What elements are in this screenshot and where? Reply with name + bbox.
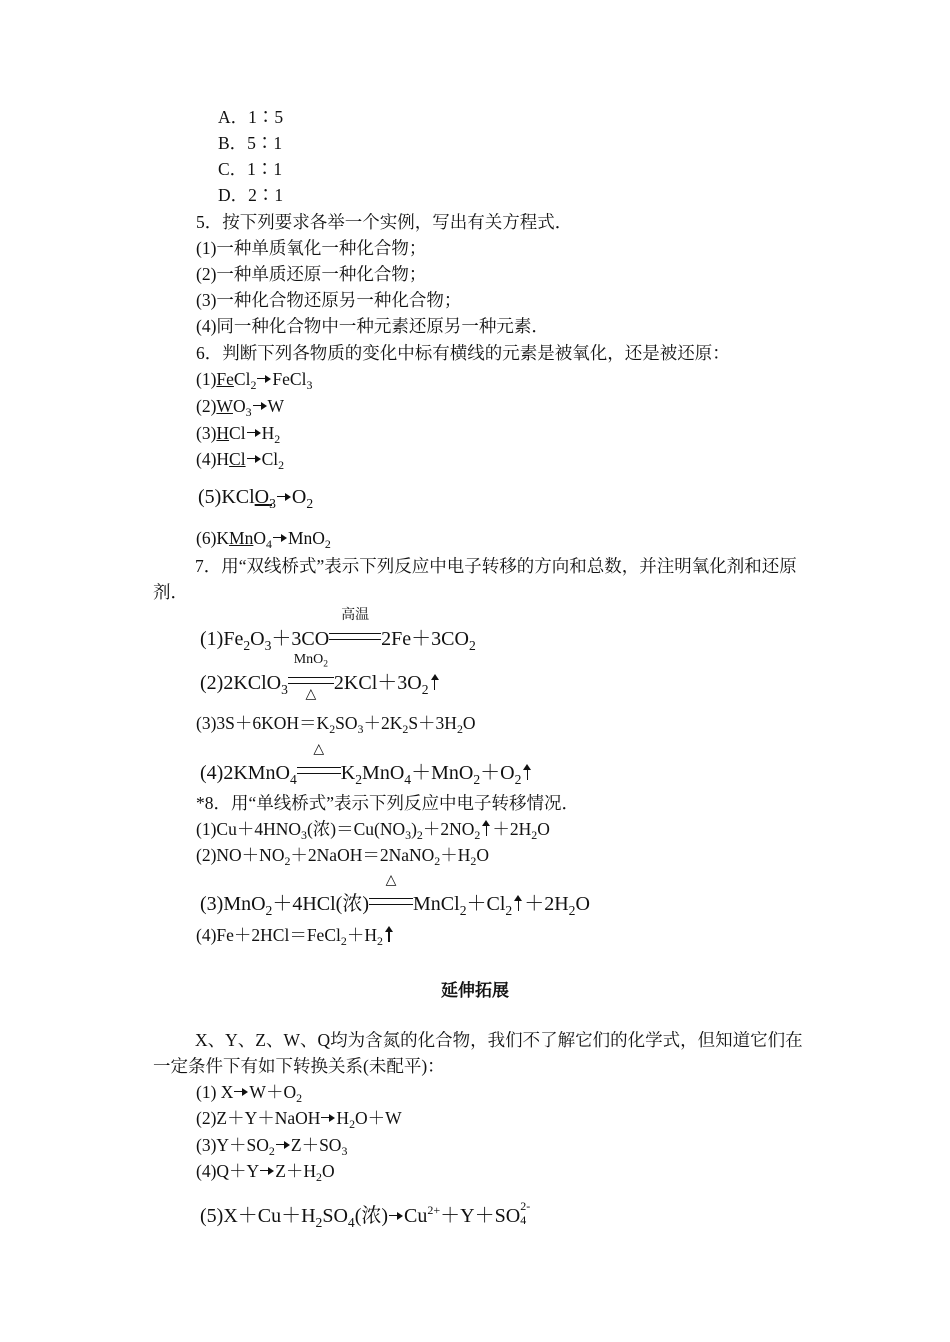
- q8-eq-2: $(2)NO+NO_2+2NaOH=2NaNO_2+H_2O$: [196, 845, 489, 869]
- q6-item-6: (6)KMnO$_4$ MnO$_2$: [196, 528, 331, 552]
- q5-stem: 5．按下列要求各举一个实例，写出有关方程式．: [196, 212, 573, 232]
- q8-eq-4: $(4)Fe+2HCl=FeCl_2+H_2$: [196, 924, 395, 946]
- reaction-condition: △: [297, 762, 341, 784]
- q8-eq-1: $(1)Cu+4HNO_3$(浓)$=Cu(NO_3)_2+2NO_2 +2H_2O$: [196, 819, 550, 843]
- option-b: B．5∶1: [218, 133, 283, 153]
- q7-eq-1: $(1)Fe_2O_3+3CO$ 高温 $2Fe+3CO_2$: [200, 608, 476, 653]
- option-a: A．1∶5: [218, 107, 284, 127]
- reaction-condition: MnO$_2$ △: [288, 672, 334, 694]
- q6-stem: 6．判断下列各物质的变化中标有横线的元素是被氧化，还是被还原：: [196, 343, 730, 363]
- q7-eq-3: $(3)3S+6KOH=K_2SO_3+2K_2S+3H_2O$: [196, 713, 476, 737]
- q6-item-2: $(2)WO_3$ W: [196, 396, 285, 420]
- option-c: C．1∶1: [218, 159, 283, 179]
- relation-4: (4)Q＋Y $Z+H_2O$: [196, 1161, 335, 1185]
- q5-item-1: (1)一种单质氧化一种化合物；: [196, 238, 427, 258]
- q5-item-3: (3)一种化合物还原另一种化合物；: [196, 290, 462, 310]
- q5-item-4: (4)同一种化合物中一种元素还原另一种元素．: [196, 316, 549, 336]
- gas-arrow-icon: [431, 674, 439, 690]
- arrow-icon: [321, 1114, 335, 1122]
- arrow-icon: [257, 375, 271, 383]
- gas-arrow-icon: [514, 895, 522, 911]
- q6-item-3: (3)HCl $H_2$: [196, 423, 281, 447]
- q6-item-1: (1)FeCl$_2$ FeCl$_3$: [196, 369, 313, 393]
- relation-2: (2)Z＋Y＋NaOH $H_2O+W$: [196, 1108, 402, 1132]
- q6-item-4: (4)HCl $Cl_2$: [196, 449, 285, 473]
- arrow-icon: [389, 1212, 403, 1220]
- gas-arrow-icon: [385, 926, 393, 942]
- option-d: D．2∶1: [218, 185, 284, 205]
- q7-eq-2: (2)2KClO$_3$ MnO$_2$ △ $2KCl+3O_2$: [200, 672, 441, 694]
- arrow-icon: [276, 1141, 290, 1149]
- q6-item-5: (5)KClO$_3$ $O_2$: [198, 486, 314, 511]
- reaction-condition: 高温: [329, 628, 381, 650]
- reaction-condition: △: [369, 893, 413, 915]
- gas-arrow-icon: [523, 764, 531, 780]
- q8-stem: *8．用“单线桥式”表示下列反应中电子转移情况．: [196, 793, 580, 813]
- relation-5: $(5)X+Cu+H_2SO_4$(浓) $Cu^{2+}+Y+SO$ 2- 4: [200, 1199, 531, 1230]
- q7-eq-4: (4)2KMnO$_4$ △ $K_2MnO_4+MnO_2+O_2$: [200, 762, 533, 784]
- section-title: 延伸拓展: [441, 981, 509, 1001]
- arrow-icon: [247, 455, 261, 463]
- gas-arrow-icon: [482, 820, 490, 836]
- relation-1: (1) X $W+O_2$: [196, 1082, 303, 1106]
- q8-eq-3: (3)MnO$_2$＋4HCl(浓) △ $MnCl_2+Cl_2 +2H_2O$: [200, 873, 590, 918]
- arrow-icon: [273, 534, 287, 542]
- arrow-icon: [247, 429, 261, 437]
- arrow-icon: [234, 1088, 248, 1096]
- arrow-icon: [260, 1167, 274, 1175]
- q5-item-2: (2)一种单质还原一种化合物；: [196, 264, 427, 284]
- arrow-icon: [253, 402, 267, 410]
- arrow-icon: [277, 493, 291, 501]
- q7-stem: 7．用“双线桥式”表示下列反应中电子转移的方向和总数，并注明氧化剂和还原剂．: [153, 556, 797, 602]
- section-intro: X、Y、Z、W、Q均为含氮的化合物，我们不了解它们的化学式，但知道它们在一定条件下有如下转换关系(未配平)：: [153, 1030, 803, 1076]
- relation-3: $(3)Y+SO_2$ $Z+SO_3$: [196, 1135, 348, 1159]
